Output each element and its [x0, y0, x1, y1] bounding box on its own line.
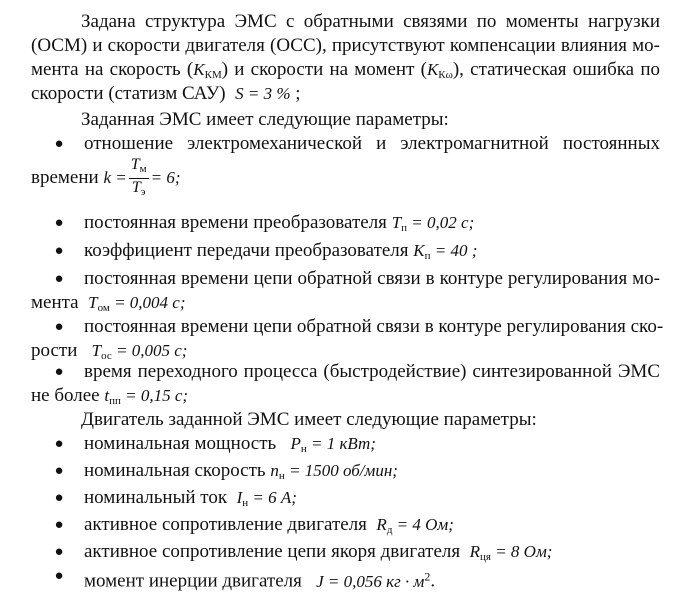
para1-line3: мента на скорость $(K_{КМ})$ и скорости на момент $(K_{К\omega})$, статическая ошибка по [31, 59, 660, 81]
motor-armature-resistance: активное сопротивление цепи якоря двигателя $R_{ця} = 8$ Ом; [84, 541, 553, 563]
bullet-icon: ● [54, 271, 64, 287]
motor-resistance: активное сопротивление двигателя $R_д = 4$ Ом; [84, 514, 454, 536]
param-speed-fb-line1: постоянная времени цепи обратной связи в контуре регулирования ско- [84, 316, 664, 337]
motor-current: номинальный ток $I_н = 6$ А; [84, 487, 297, 509]
param-transient-line2: не более $t_{пп} = 0,15$ с; [31, 385, 189, 407]
bullet-icon: ● [54, 364, 64, 380]
motor-power: номинальная мощность $P_н = 1$ кВт; [84, 433, 376, 455]
bullet-icon: ● [54, 568, 64, 584]
kkm-symbol: $K_{КМ}$ [193, 60, 222, 81]
para1-line1: Задана структура ЭМС с обратными связями по моменты нагрузки [81, 11, 660, 32]
para1-line4: скорости (статизм САУ) S = 3 % ; [31, 83, 301, 104]
param-torque-fb-line1: постоянная времени цепи обратной связи в контуре регулирования мо- [84, 268, 660, 289]
para1-line2: (ОСМ) и скорости двигателя (ОСС), присутствуют компенсации влияния мо- [31, 35, 660, 56]
bullet-icon: ● [54, 215, 64, 231]
bullet-icon: ● [54, 319, 64, 335]
bullet-icon: ● [54, 517, 64, 533]
bullet-icon: ● [54, 544, 64, 560]
time-ratio-fraction: $\frac{T_м}{T_э}$ [130, 156, 147, 198]
param-ratio-line2: времени k = $\frac{T_м}{T_э}$ = 6; [31, 156, 181, 201]
param-transient-line1: время переходного процесса (быстродействие) синтезированной ЭМС [84, 361, 660, 382]
bullet-icon: ● [54, 490, 64, 506]
motor-intro: Двигатель заданной ЭМС имеет следующие параметры: [81, 409, 537, 430]
motor-speed: номинальная скорость $n_н = 1500$ об/мин; [84, 460, 398, 482]
bullet-icon: ● [54, 136, 64, 152]
bullet-icon: ● [54, 463, 64, 479]
param-speed-fb-line2: рости $T_{ос} = 0,005$ с; [31, 340, 188, 362]
kkw-symbol: $K_{К\omega}$ [426, 60, 453, 81]
param-converter-time: постоянная времени преобразователя $T_п = 0,02$ с; [84, 212, 475, 234]
bullet-icon: ● [54, 436, 64, 452]
motor-inertia: момент инерции двигателя J = 0,056 кг · $м^2$. [84, 569, 436, 592]
statism-formula: S = 3 % [235, 84, 291, 103]
param-converter-gain: коэффициент передачи преобразователя $K_п = 40$ ; [84, 240, 478, 262]
bullet-icon: ● [54, 243, 64, 259]
param-torque-fb-line2: мента $T_{ом} = 0,004$ с; [31, 292, 186, 314]
param-ratio-line1: отношение электромеханической и электромагнитной постоянных [84, 133, 660, 154]
params-intro: Заданная ЭМС имеет следующие параметры: [81, 109, 449, 130]
